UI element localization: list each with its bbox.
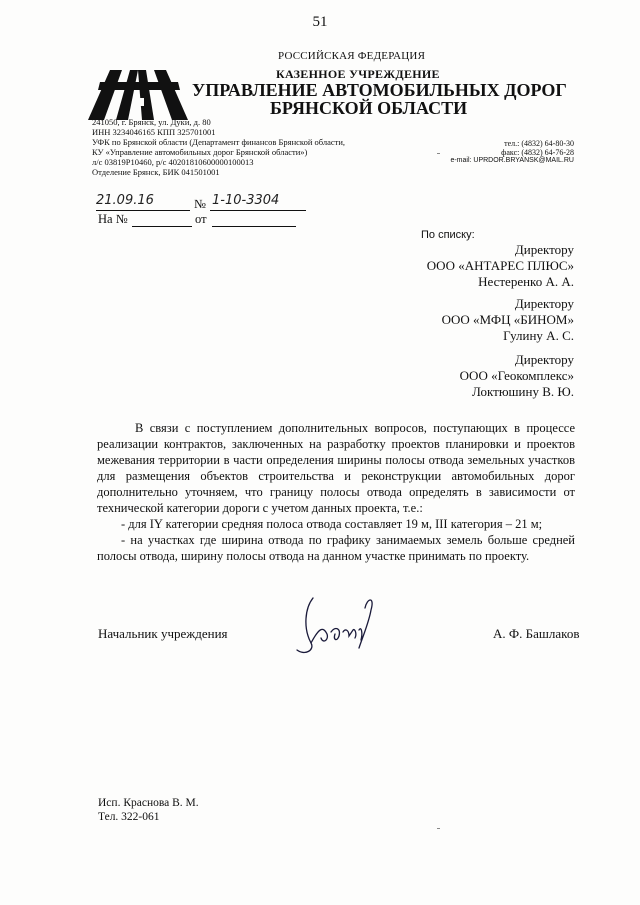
- requisite-institution: КУ «Управление автомобильных дорог Брянской области»): [92, 147, 308, 157]
- outgoing-date: 21.09.16: [96, 193, 154, 208]
- handwritten-signature: [283, 588, 383, 668]
- body-list-item-1: - для IY категории средняя полоса отвода составляет 19 м, III категория – 21 м;: [121, 517, 543, 531]
- addressee-person: Локтюшину В. Ю.: [472, 384, 574, 399]
- country-name: РОССИЙСКАЯ ФЕДЕРАЦИЯ: [278, 50, 426, 62]
- requisite-treasury: УФК по Брянской области (Департамент финансов Брянской области,: [92, 137, 346, 147]
- scan-speck: [437, 828, 440, 829]
- addressee-person: Нестеренко А. А.: [478, 274, 574, 289]
- reply-number-underline: [132, 226, 192, 227]
- requisite-address: 241050, г. Брянск, ул. Дуки, д. 80: [92, 117, 211, 127]
- organization-name-line2: БРЯНСКОЙ ОБЛАСТИ: [270, 98, 468, 118]
- contact-fax: факс: (4832) 64-76-28: [501, 148, 574, 157]
- addressee-position: Директору: [514, 296, 574, 311]
- road-department-logo: [88, 70, 188, 120]
- addressee-position: Директору: [514, 352, 574, 367]
- organization-name-line1: УПРАВЛЕНИЕ АВТОМОБИЛЬНЫХ ДОРОГ: [192, 80, 567, 100]
- contact-phone: тел.: (4832) 64-80-30: [504, 139, 574, 148]
- outgoing-number-sign: №: [194, 197, 206, 211]
- addressee-company: ООО «МФЦ «БИНОМ»: [441, 312, 574, 327]
- outgoing-number: 1-10-3304: [212, 193, 280, 208]
- reply-to-label: На №: [98, 212, 128, 226]
- body-list-item-2: - на участках где ширина отвода по графику занимаемых земель больше средней полосы отвода, ширину полосы отвода на данном участке принимать по проекту.: [97, 533, 575, 563]
- date-underline: [96, 210, 190, 211]
- addressee-1: [427, 242, 574, 290]
- addressee-2: [442, 296, 574, 344]
- requisite-inn: ИНН 3234046165 КПП 325701001: [92, 127, 216, 137]
- contact-email: e-mail: UPRDOR.BRYANSK@MAIL.RU: [450, 157, 574, 164]
- from-date-underline: [212, 226, 296, 227]
- addressee-person: Гулину А. С.: [503, 328, 574, 343]
- requisite-bank: Отделение Брянск, БИК 041501001: [92, 167, 220, 177]
- signatory-name: А. Ф. Башлаков: [493, 626, 580, 641]
- addressee-company: ООО «АНТАРЕС ПЛЮС»: [426, 258, 574, 273]
- addressee-position: Директору: [514, 242, 574, 257]
- institution-type: КАЗЕННОЕ УЧРЕЖДЕНИЕ: [276, 67, 440, 81]
- executor-name: Исп. Краснова В. М.: [98, 797, 199, 809]
- number-underline: [210, 210, 306, 211]
- body-paragraph: В связи с поступлением дополнительных вопросов, поступающих в процессе реализации контрактов, заключенных на разработку проектов планировки и проектов межевания территории в части определения ширины полосы отвода земельных участков для размещения объектов строительства и реконструкции автомобильных дорог дополнительно уточняем, что границу полосы отвода определять в зависимости от технической категории дороги с учетом данных проекта, т.е.:: [97, 421, 575, 515]
- requisite-accounts: л/с 03819Р10460, р/с 40201810600000100013: [92, 157, 254, 167]
- from-label: от: [195, 212, 207, 226]
- signatory-title: Начальник учреждения: [98, 626, 228, 641]
- page-number: 51: [312, 14, 328, 30]
- addressee-company: ООО «Геокомплекс»: [459, 368, 574, 383]
- scan-speck: [437, 153, 440, 154]
- addressee-list-label: По списку:: [421, 229, 475, 241]
- executor-phone: Тел. 322-061: [98, 811, 160, 823]
- addressee-3: [460, 352, 574, 400]
